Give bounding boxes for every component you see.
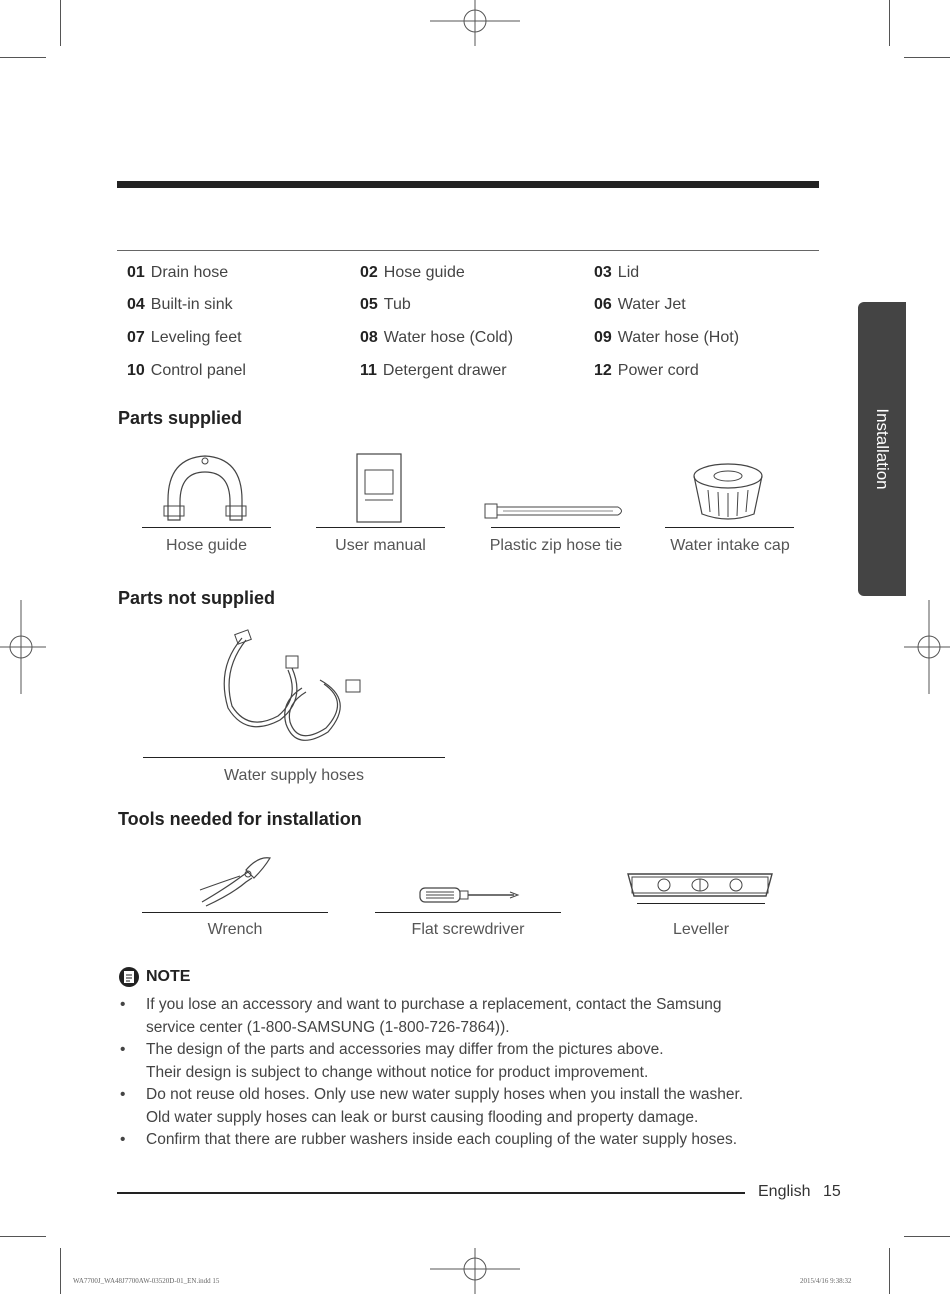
underline xyxy=(142,527,271,528)
crop-mark xyxy=(889,1248,890,1294)
part-item: 04 Built-in sink xyxy=(127,296,233,313)
crop-mark xyxy=(889,0,890,46)
note-item: • The design of the parts and accessories may differ from the pictures above. Their design is subject to change without notice for product improvement. xyxy=(118,1039,818,1084)
tools-heading: Tools needed for installation xyxy=(118,809,362,829)
underline xyxy=(142,912,328,913)
note-item: • Confirm that there are rubber washers inside each coupling of the water supply hoses. xyxy=(118,1129,818,1152)
header-bar xyxy=(117,181,819,188)
water-intake-cap-illustration xyxy=(690,460,766,522)
part-item: 11 Detergent drawer xyxy=(360,362,507,379)
underline xyxy=(375,912,561,913)
hose-guide-illustration xyxy=(160,450,250,526)
note-item: • If you lose an accessory and want to purchase a replacement, contact the Samsung service center (1-800-SAMSUNG (1-800-726-7864)). xyxy=(118,994,818,1039)
crop-mark xyxy=(60,1248,61,1294)
note-list xyxy=(118,994,818,1152)
leveller-illustration xyxy=(626,870,774,900)
caption-flat-screwdriver: Flat screwdriver xyxy=(411,921,525,938)
flat-screwdriver-illustration xyxy=(418,884,522,906)
wrench-illustration xyxy=(196,852,276,908)
part-item: 06 Water Jet xyxy=(594,296,686,313)
caption-zip-tie: Plastic zip hose tie xyxy=(489,537,623,554)
part-item: 10 Control panel xyxy=(127,362,246,379)
crop-mark xyxy=(904,1236,950,1237)
footer-rule xyxy=(117,1192,745,1194)
caption-water-supply-hoses: Water supply hoses xyxy=(224,767,364,784)
caption-water-intake-cap: Water intake cap xyxy=(670,537,790,554)
parts-supplied-heading: Parts supplied xyxy=(118,408,243,428)
part-item: 03 Lid xyxy=(594,264,640,281)
crop-mark xyxy=(904,57,950,58)
print-file-name: WA7700J_WA48J7700AW-03520D-01_EN.indd 15 xyxy=(73,1277,220,1285)
caption-user-manual: User manual xyxy=(335,537,426,554)
crop-mark xyxy=(0,57,46,58)
underline xyxy=(143,757,445,758)
underline xyxy=(491,527,620,528)
part-item: 02 Hose guide xyxy=(360,264,465,281)
part-item: 12 Power cord xyxy=(594,362,699,379)
page-number: 15 xyxy=(823,1183,841,1200)
print-date: 2015/4/16 9:38:32 xyxy=(800,1277,852,1285)
parts-not-supplied-heading: Parts not supplied xyxy=(118,588,276,608)
part-item: 05 Tub xyxy=(360,296,411,313)
section-tab xyxy=(858,302,906,596)
registration-mark-left xyxy=(0,600,46,694)
crop-mark xyxy=(0,1236,46,1237)
registration-mark-top xyxy=(430,0,520,46)
water-supply-hoses-illustration xyxy=(210,628,370,748)
underline xyxy=(637,903,765,904)
section-tab-label: Installation xyxy=(873,408,892,490)
caption-leveller: Leveller xyxy=(672,921,730,938)
underline xyxy=(316,527,445,528)
underline xyxy=(665,527,794,528)
user-manual-illustration xyxy=(355,450,405,526)
footer-language: English xyxy=(758,1183,811,1200)
note-title: NOTE xyxy=(146,968,191,985)
part-item: 01 Drain hose xyxy=(127,264,229,281)
note-item: • Do not reuse old hoses. Only use new water supply hoses when you install the washer. Old water supply hoses can leak or burst causing flooding and property damage. xyxy=(118,1084,818,1129)
part-item: 08 Water hose (Cold) xyxy=(360,329,514,346)
part-item: 07 Leveling feet xyxy=(127,329,242,346)
registration-mark-bottom xyxy=(430,1248,520,1294)
note-icon xyxy=(118,966,140,988)
registration-mark-right xyxy=(904,600,950,694)
caption-wrench: Wrench xyxy=(207,921,263,938)
zip-tie-illustration xyxy=(483,500,628,522)
part-item: 09 Water hose (Hot) xyxy=(594,329,740,346)
caption-hose-guide: Hose guide xyxy=(166,537,247,554)
crop-mark xyxy=(60,0,61,46)
divider xyxy=(117,250,819,251)
